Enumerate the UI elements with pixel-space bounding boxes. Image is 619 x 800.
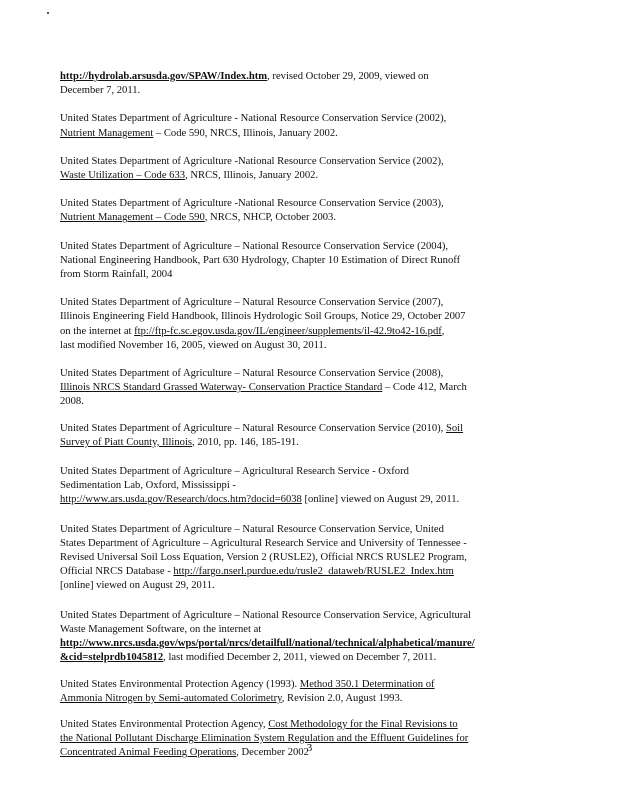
reference-text: Survey of Piatt County, Illinois xyxy=(60,436,193,448)
reference-entry xyxy=(60,197,566,225)
reference-text: the National Pollutant Discharge Elimination System Regulation and the Effluent Guidelines for xyxy=(60,733,469,745)
reference-text: National Engineering Handbook, Part 630 Hydrology, Chapter 10 Estimation of Direct Runoff xyxy=(60,254,461,266)
reference-entry xyxy=(60,718,566,761)
reference-text: last modified November 16, 2005, viewed on August 30, 2011. xyxy=(60,339,327,351)
reference-text: United States Department of Agriculture – Natural Resource Conservation Service (2007), xyxy=(60,297,444,309)
reference-text: Waste Management Software, on the internet at xyxy=(60,623,262,635)
reference-line xyxy=(60,240,566,254)
reference-line xyxy=(60,325,566,339)
reference-line xyxy=(60,339,566,353)
reference-line xyxy=(60,465,566,479)
reference-text: Sedimentation Lab, Oxford, Mississippi - xyxy=(60,480,236,492)
reference-text: United States Department of Agriculture – Agricultural Research Service - Oxford xyxy=(60,466,409,478)
reference-text: , NRCS, Illinois, January 2002. xyxy=(185,170,319,182)
reference-link[interactable]: http://www.nrcs.usda.gov/wps/portal/nrcs/detailfull/national/technical/alphabetical/manure/ xyxy=(60,638,475,650)
reference-line xyxy=(60,310,566,324)
reference-text: United States Department of Agriculture – Natural Resource Conservation Service (2010), xyxy=(60,422,446,434)
reference-text: United States Department of Agriculture -National Resource Conservation Service (2003), xyxy=(60,198,444,210)
reference-text: Ammonia Nitrogen by Semi-automated Colorimetry xyxy=(60,692,282,704)
reference-line xyxy=(60,537,566,551)
reference-line xyxy=(60,127,566,141)
reference-entry xyxy=(60,112,566,140)
reference-link[interactable]: http://hydrolab.arsusda.gov/SPAW/Index.htm xyxy=(60,71,268,82)
reference-line xyxy=(60,367,566,381)
reference-text: – Code 590, NRCS, Illinois, January 2002. xyxy=(153,127,338,139)
reference-text: , xyxy=(441,325,445,337)
reference-entry xyxy=(60,678,566,706)
reference-line xyxy=(60,395,566,409)
reference-text: Official NRCS Database - xyxy=(60,566,174,578)
reference-text: Nutrient Management – Code 590 xyxy=(60,212,205,224)
reference-text: Revised Universal Soil Loss Equation, Version 2 (RUSLE2), Official NRCS RUSLE2 Program, xyxy=(60,552,467,564)
reference-text: United States Department of Agriculture – Natural Resource Conservation Service (2008), xyxy=(60,368,444,380)
reference-entry xyxy=(60,296,566,353)
reference-line xyxy=(60,169,566,183)
reference-text: United States Department of Agriculture – National Resource Conservation Service, Agricultural xyxy=(60,609,471,621)
reference-text: United States Environmental Protection Agency, xyxy=(60,718,269,730)
reference-text: , revised October 29, 2009, viewed on xyxy=(267,71,429,82)
reference-text: United States Department of Agriculture - National Resource Conservation Service (2002), xyxy=(60,113,447,125)
reference-line xyxy=(60,523,566,537)
reference-text: Cost Methodology for the Final Revisions to xyxy=(268,718,458,730)
reference-line xyxy=(60,197,566,211)
reference-line xyxy=(60,479,566,493)
reference-link[interactable]: ftp://ftp-fc.sc.egov.usda.gov/IL/engineer/supplements/il-42.9to42-16.pdf xyxy=(134,325,442,337)
reference-line xyxy=(60,70,566,84)
reference-text: , Revision 2.0, August 1993. xyxy=(281,692,403,704)
reference-text: Illinois Engineering Field Handbook, Illinois Hydrologic Soil Groups, Notice 29, October 2007 xyxy=(60,311,466,323)
reference-text: United States Environmental Protection Agency (1993). xyxy=(60,678,300,690)
reference-entry xyxy=(60,367,566,410)
reference-entry xyxy=(60,465,566,508)
reference-text: Method 350.1 Determination of xyxy=(299,678,435,690)
reference-text: Nutrient Management xyxy=(60,127,154,139)
reference-line xyxy=(60,254,566,268)
reference-text: United States Department of Agriculture – Natural Resource Conservation Service, United xyxy=(60,523,444,535)
reference-line xyxy=(60,268,566,282)
reference-line xyxy=(60,84,566,98)
reference-link[interactable]: &cid=stelprdb1045812 xyxy=(60,652,164,664)
reference-text: December 7, 2011. xyxy=(60,85,141,97)
reference-link[interactable]: http://www.ars.usda.gov/Research/docs.htm?docid=6038 xyxy=(60,494,302,506)
reference-text: Illinois NRCS Standard Grassed Waterway- Conservation Practice Standard xyxy=(60,382,383,394)
reference-text: [online] viewed on August 29, 2011. xyxy=(301,494,460,506)
reference-line xyxy=(60,493,566,507)
reference-text: , 2010, pp. 146, 185-191. xyxy=(192,436,299,448)
reference-text: United States Department of Agriculture -National Resource Conservation Service (2002), xyxy=(60,155,444,167)
reference-line xyxy=(60,579,566,593)
reference-line xyxy=(60,623,566,637)
reference-text: from Storm Rainfall, 2004 xyxy=(60,269,173,281)
reference-text: United States Department of Agriculture – National Resource Conservation Service (2004), xyxy=(60,240,449,252)
reference-text: 2008. xyxy=(60,396,84,408)
reference-line xyxy=(60,551,566,565)
reference-line xyxy=(60,609,566,623)
reference-line xyxy=(60,112,566,126)
reference-line xyxy=(60,565,566,579)
reference-line xyxy=(60,422,566,436)
reference-text: on the internet at xyxy=(60,325,135,337)
reference-line xyxy=(60,381,566,395)
reference-text: , December 2002 xyxy=(236,747,309,759)
reference-line xyxy=(60,211,566,225)
reference-line xyxy=(60,296,566,310)
reference-text: – Code 412, March xyxy=(382,382,467,394)
reference-text: [online] viewed on August 29, 2011. xyxy=(60,580,215,592)
reference-entry xyxy=(60,523,566,594)
reference-entry xyxy=(60,70,566,98)
reference-text: , NRCS, NHCP, October 2003. xyxy=(204,212,337,224)
reference-text: Concentrated Animal Feeding Operations xyxy=(60,747,237,759)
reference-entry xyxy=(60,240,566,283)
reference-text: Soil xyxy=(445,422,464,434)
reference-line xyxy=(60,718,566,732)
reference-line xyxy=(60,155,566,169)
reference-entry xyxy=(60,155,566,183)
reference-line xyxy=(60,637,566,651)
page-number: 3 xyxy=(306,742,313,754)
reference-entry xyxy=(60,609,566,666)
reference-line xyxy=(60,436,566,450)
reference-text: States Department of Agriculture – Agricultural Research Service and University of Tennessee - xyxy=(60,537,467,549)
reference-text: , last modified December 2, 2011, viewed on December 7, 2011. xyxy=(163,652,437,664)
reference-line xyxy=(60,651,566,665)
reference-line xyxy=(60,692,566,706)
reference-line xyxy=(60,678,566,692)
scan-speck xyxy=(47,12,49,14)
reference-text: Waste Utilization – Code 633 xyxy=(60,170,186,182)
reference-list xyxy=(60,70,566,761)
reference-link[interactable]: http://fargo.nserl.purdue.edu/rusle2_dataweb/RUSLE2_Index.htm xyxy=(173,566,454,578)
reference-entry xyxy=(60,422,566,450)
